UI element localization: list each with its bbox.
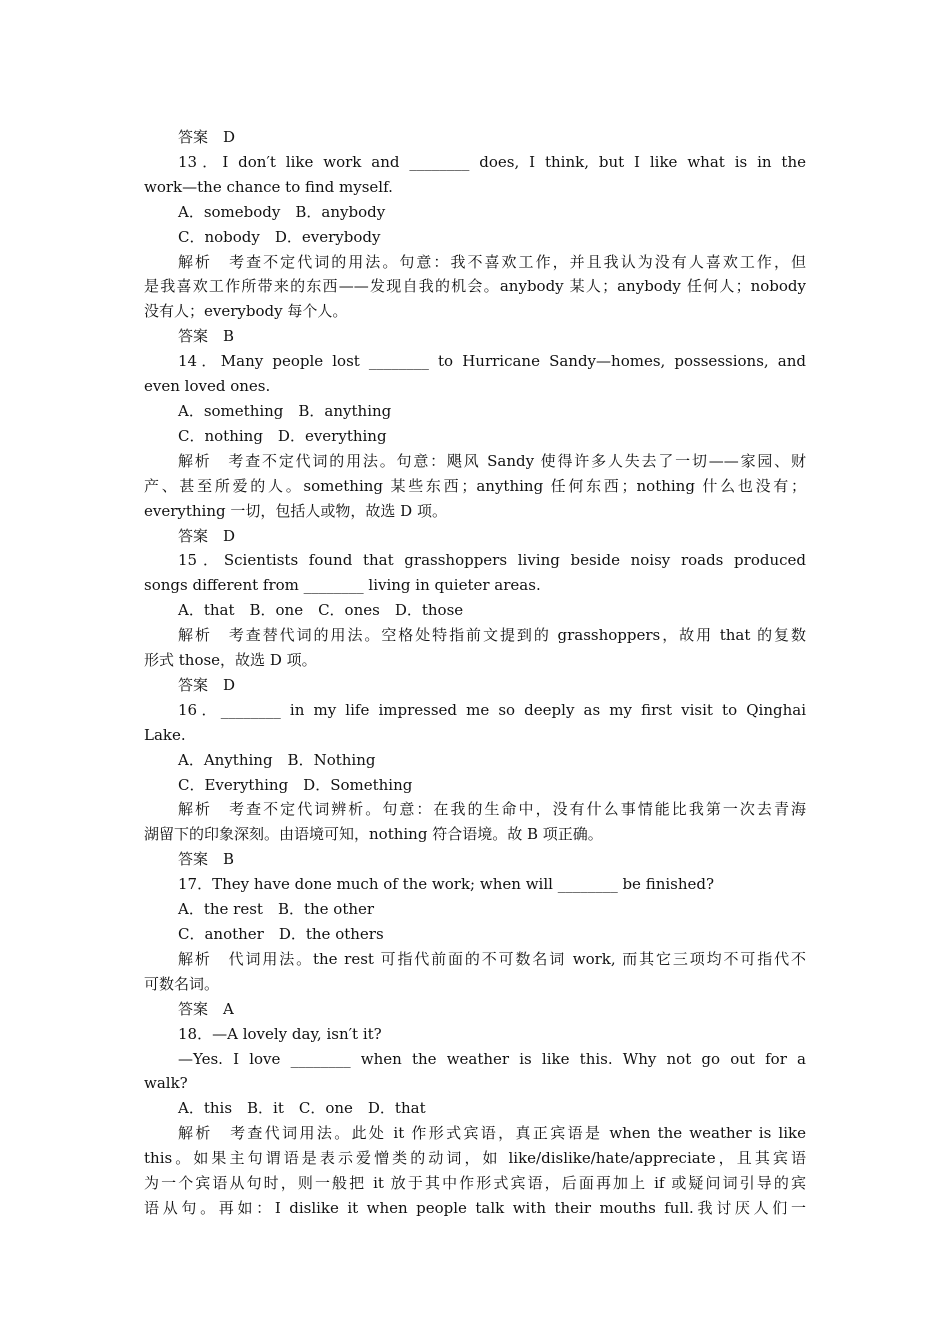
question-18-stem-cont2: walk? bbox=[144, 1074, 188, 1093]
analysis-14: 解析 考查不定代词的用法。句意：飓风 Sandy 使得许多人失去了一切——家园、财 bbox=[178, 451, 806, 470]
answer-15: 答案 D bbox=[178, 675, 236, 694]
question-15-options: A．that B．one C．ones D．those bbox=[178, 601, 464, 620]
question-17-options-ab: A．the rest B．the other bbox=[178, 900, 375, 919]
analysis-17-cont: 可数名词。 bbox=[144, 974, 220, 993]
question-15-stem: 15．Scientists found that grasshoppers living beside noisy roads produced bbox=[178, 551, 806, 570]
analysis-15-cont: 形式 those，故选 D 项。 bbox=[144, 651, 317, 670]
answer-13: 答案 B bbox=[178, 327, 235, 346]
analysis-13-cont2: 没有人；everybody 每个人。 bbox=[144, 302, 348, 321]
analysis-16: 解析 考查不定代词辨析。句意：在我的生命中，没有什么事情能比我第一次去青海 bbox=[178, 800, 806, 819]
question-13-options-ab: A．somebody B．anybody bbox=[178, 202, 386, 221]
question-13-options-cd: C．nobody D．everybody bbox=[178, 227, 381, 246]
question-18-stem: 18．—A lovely day, isn′t it? bbox=[178, 1024, 382, 1043]
analysis-13-cont: 是我喜欢工作所带来的东西——发现自我的机会。anybody 某人；anybody 任何人；nobody bbox=[144, 277, 806, 296]
answer-12: 答案 D bbox=[178, 128, 236, 146]
analysis-14-cont: 产、甚至所爱的人。something 某些东西；anything 任何东西；nothing 什么也没有； bbox=[144, 476, 806, 495]
analysis-13: 解析 考查不定代词的用法。句意：我不喜欢工作，并且我认为没有人喜欢工作，但 bbox=[178, 252, 806, 271]
answer-14: 答案 D bbox=[178, 526, 236, 545]
analysis-18-cont3: 语从句。再如：I dislike it when people talk with their mouths full.我讨厌人们一 bbox=[144, 1198, 806, 1217]
analysis-18: 解析 考查代词用法。此处 it 作形式宾语，真正宾语是 when the weather is like bbox=[178, 1124, 806, 1143]
question-14-options-cd: C．nothing D．everything bbox=[178, 426, 387, 445]
document-page bbox=[144, 125, 806, 1221]
analysis-16-cont: 湖留下的印象深刻。由语境可知，nothing 符合语境。故 B 项正确。 bbox=[144, 825, 603, 844]
question-16-stem-cont: Lake. bbox=[144, 725, 186, 744]
question-16-options-ab: A．Anything B．Nothing bbox=[178, 750, 376, 769]
question-16-options-cd: C．Everything D．Something bbox=[178, 775, 413, 794]
question-14-stem-cont: even loved ones. bbox=[144, 377, 271, 396]
question-14-stem: 14．Many people lost ________ to Hurricane Sandy—homes, possessions, and bbox=[178, 352, 806, 371]
analysis-14-cont2: everything 一切，包括人或物，故选 D 项。 bbox=[144, 501, 447, 520]
question-15-stem-cont: songs different from ________ living in quieter areas. bbox=[144, 576, 541, 595]
question-18-options: A．this B．it C．one D．that bbox=[178, 1099, 426, 1118]
analysis-18-cont2: 为一个宾语从句时，则一般把 it 放于其中作形式宾语，后面再加上 if 或疑问词引导的宾 bbox=[144, 1174, 806, 1193]
answer-17: 答案 A bbox=[178, 999, 234, 1018]
question-18-stem-cont: —Yes. I love ________ when the weather is like this. Why not go out for a bbox=[178, 1049, 806, 1068]
analysis-15: 解析 考查替代词的用法。空格处特指前文提到的 grasshoppers，故用 that 的复数 bbox=[178, 626, 806, 645]
question-16-stem: 16．________ in my life impressed me so deeply as my first visit to Qinghai bbox=[178, 700, 806, 719]
question-17-stem: 17．They have done much of the work; when will ________ be finished? bbox=[178, 875, 715, 894]
question-13-stem-cont: work—the chance to find myself. bbox=[144, 177, 393, 196]
analysis-17: 解析 代词用法。the rest 可指代前面的不可数名词 work, 而其它三项均不可指代不 bbox=[178, 949, 806, 968]
answer-16: 答案 B bbox=[178, 850, 235, 869]
question-14-options-ab: A．something B．anything bbox=[178, 401, 392, 420]
question-17-options-cd: C．another D．the others bbox=[178, 925, 384, 943]
question-13-stem: 13．I don′t like work and ________ does, I think, but I like what is in the bbox=[178, 152, 806, 171]
analysis-18-cont: this。如果主句谓语是表示爱憎类的动词，如 like/dislike/hate/appreciate，且其宾语 bbox=[144, 1149, 806, 1168]
